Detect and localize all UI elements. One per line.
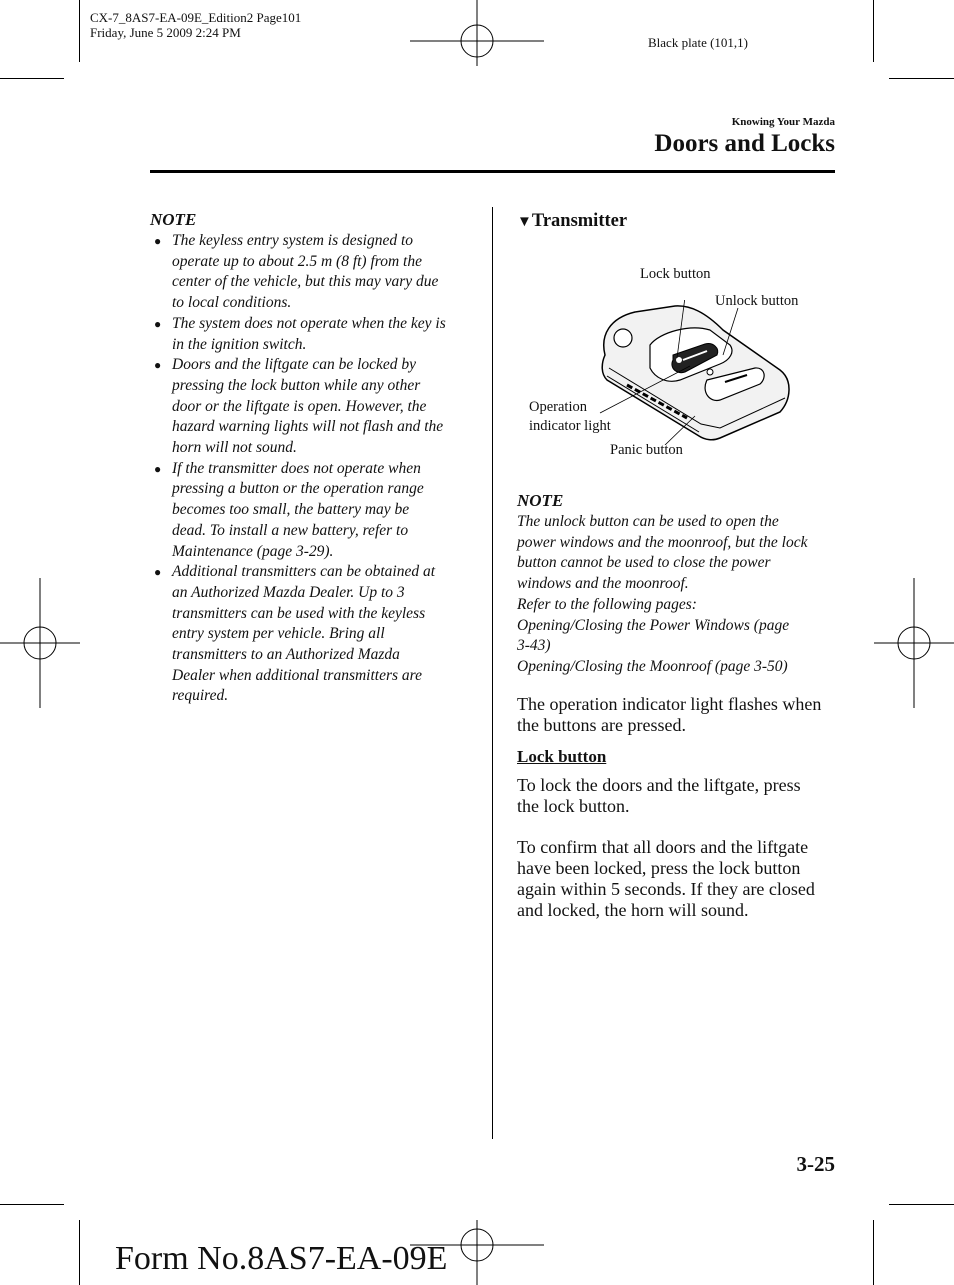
transmitter-heading <box>517 211 627 232</box>
crop-mark <box>873 0 874 62</box>
note-line: becomes too small, the battery may be <box>172 501 410 519</box>
note-item <box>150 562 475 707</box>
note-line: Maintenance (page 3-29). <box>172 542 334 560</box>
note-line: Additional transmitters can be obtained at <box>172 563 436 581</box>
bullet-icon: ● <box>154 461 162 476</box>
registration-mark <box>410 0 544 66</box>
note-line: door or the liftgate is open. However, the <box>172 397 427 415</box>
note-line: windows and the moonroof. <box>517 575 689 593</box>
triangle-down-icon: ▼ <box>517 214 532 230</box>
paragraph-line: and locked, the horn will sound. <box>517 900 749 920</box>
note-item <box>150 355 475 459</box>
operation-indicator-label <box>529 398 611 436</box>
registration-mark <box>874 578 954 708</box>
paragraph-line: the buttons are pressed. <box>517 715 686 735</box>
note-line: Refer to the following pages: <box>517 595 697 613</box>
note-item <box>150 459 475 563</box>
note-line: dead. To install a new battery, refer to <box>172 521 409 539</box>
note-line: pressing the lock button while any other <box>172 376 421 394</box>
page-title: Doors and Locks <box>654 130 835 157</box>
note-line: in the ignition switch. <box>172 335 307 353</box>
note-line: entry system per vehicle. Bring all <box>172 625 385 643</box>
registration-mark <box>0 578 80 708</box>
unlock-button-label: Unlock button <box>715 293 799 309</box>
note-body <box>517 512 842 678</box>
transmitter-illustration <box>595 300 795 445</box>
note-line: button cannot be used to close the power <box>517 554 771 572</box>
note-line: Doors and the liftgate can be locked by <box>172 356 417 374</box>
note-line: required. <box>172 687 229 705</box>
header-rule <box>150 170 835 173</box>
note-line: transmitters can be used with the keyless <box>172 604 426 622</box>
paragraph-line: The operation indicator light flashes when <box>517 694 822 714</box>
label-line: Operation <box>529 399 587 415</box>
file-date: Friday, June 5 2009 2:24 PM <box>90 25 241 40</box>
note-line: hazard warning lights will not flash and the <box>172 418 444 436</box>
note-item <box>150 231 475 314</box>
form-number: Form No.8AS7-EA-09E <box>115 1240 448 1277</box>
plate-info: Black plate (101,1) <box>648 35 748 50</box>
note-line: 3-43) <box>517 637 551 655</box>
note-line: horn will not sound. <box>172 439 297 457</box>
lock-button-label: Lock button <box>640 266 711 282</box>
paragraph-line: To lock the doors and the liftgate, press <box>517 775 801 795</box>
paragraph-line: again within 5 seconds. If they are closed <box>517 879 815 899</box>
lock-paragraph <box>517 775 847 817</box>
note-line: transmitters to an Authorized Mazda <box>172 646 400 664</box>
note-line: to local conditions. <box>172 294 292 312</box>
file-name: CX-7_8AS7-EA-09E_Edition2 Page101 <box>90 10 302 25</box>
label-line: indicator light <box>529 418 611 434</box>
bullet-icon: ● <box>154 358 162 373</box>
note-line: center of the vehicle, but this may vary due <box>172 273 439 291</box>
note-line: an Authorized Mazda Dealer. Up to 3 <box>172 583 405 601</box>
note-heading: NOTE <box>150 210 197 229</box>
note-line: The system does not operate when the key is <box>172 314 446 332</box>
crop-mark <box>0 1204 64 1205</box>
lock-button-heading: Lock button <box>517 747 607 766</box>
note-heading: NOTE <box>517 491 564 510</box>
note-line: Opening/Closing the Moonroof (page 3-50) <box>517 657 788 675</box>
note-list <box>150 231 475 707</box>
note-line: operate up to about 2.5 m (8 ft) from the <box>172 252 422 270</box>
note-line: If the transmitter does not operate when <box>172 459 421 477</box>
note-line: Dealer when additional transmitters are <box>172 666 422 684</box>
column-divider <box>492 207 493 1139</box>
paragraph-line: the lock button. <box>517 796 630 816</box>
note-item <box>150 314 475 355</box>
crop-mark <box>873 1220 874 1285</box>
page-number: 3-25 <box>796 1152 835 1176</box>
crop-mark <box>889 1204 954 1205</box>
note-line: pressing a button or the operation range <box>172 480 424 498</box>
crop-mark <box>0 78 64 79</box>
left-note <box>150 210 475 707</box>
confirm-paragraph <box>517 837 847 921</box>
section-label: Knowing Your Mazda <box>731 116 835 128</box>
bullet-icon: ● <box>154 565 162 580</box>
heading-text: Transmitter <box>531 211 628 231</box>
paragraph-line: have been locked, press the lock button <box>517 858 801 878</box>
bullet-icon: ● <box>154 316 162 331</box>
panic-button-label: Panic button <box>610 442 683 458</box>
transmitter-note <box>517 491 842 678</box>
indicator-paragraph <box>517 694 847 736</box>
note-line: The keyless entry system is designed to <box>172 232 414 249</box>
bullet-icon: ● <box>154 234 162 248</box>
file-info <box>90 10 301 40</box>
note-line: The unlock button can be used to open the <box>517 513 779 530</box>
paragraph-line: To confirm that all doors and the liftgate <box>517 837 809 857</box>
note-line: Opening/Closing the Power Windows (page <box>517 616 790 634</box>
crop-mark <box>79 1220 80 1285</box>
crop-mark <box>79 0 80 62</box>
note-line: power windows and the moonroof, but the lock <box>517 533 808 551</box>
crop-mark <box>889 78 954 79</box>
